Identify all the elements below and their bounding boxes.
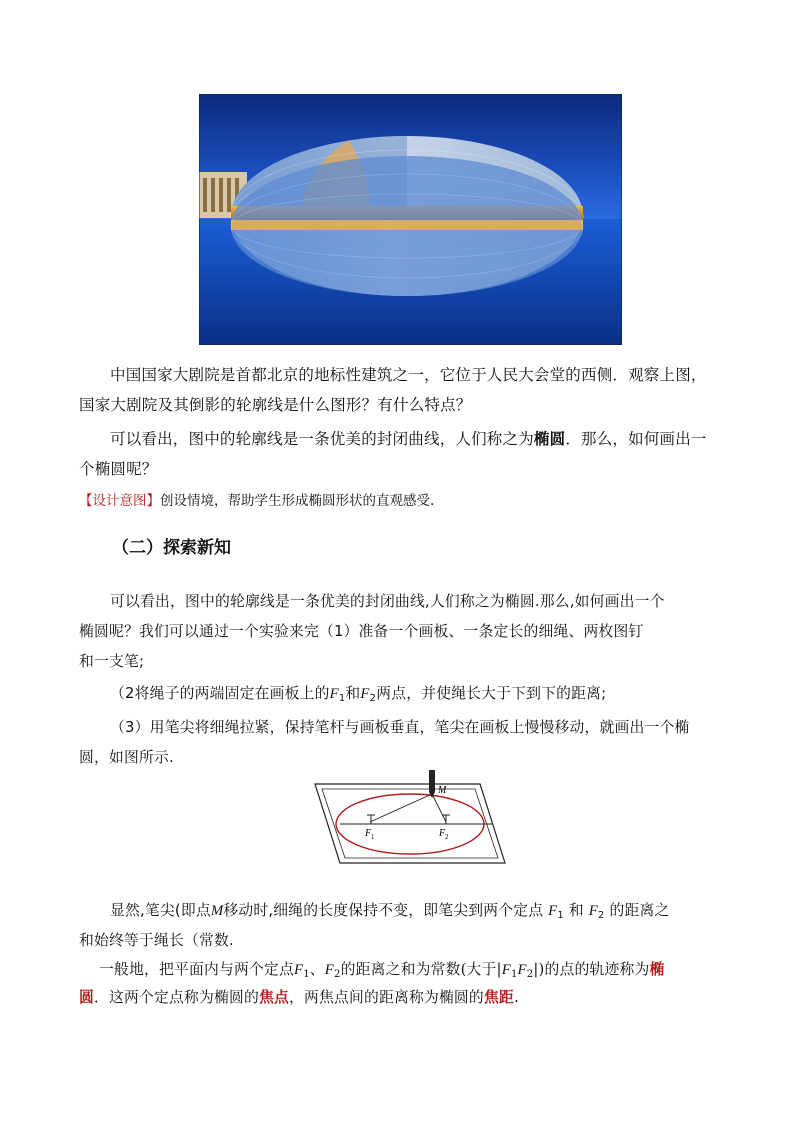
ellipse-term: 椭圆 — [533, 429, 566, 448]
def-text-c: |)的点的轨迹称为 — [533, 961, 650, 978]
definition-line-2 — [79, 984, 729, 1012]
design-intent-text: 创设情境，帮助学生形成椭圆形状的直观感受. — [160, 493, 435, 509]
def-abs-f2: F — [517, 962, 527, 978]
explore-step-3-cont: 圆，如图所示. — [79, 749, 174, 766]
step-2-and: 和 — [345, 685, 361, 702]
def-term-ellipse-2: 圆 — [79, 989, 94, 1006]
conclusion-f1: F — [548, 903, 558, 919]
intro-text-end: ．那么，如何画出一 — [565, 430, 707, 448]
intro-paragraph-2 — [79, 424, 719, 484]
def-abs-f1: F — [501, 962, 511, 978]
def-sep: 、 — [309, 961, 325, 978]
opera-house-photo — [199, 94, 622, 345]
opera-house-image — [199, 94, 622, 345]
ellipse-figure-svg — [312, 768, 508, 868]
definition-paragraph — [79, 956, 729, 1012]
def-f2-sub: 2 — [334, 969, 341, 980]
step-2-end: 两点，并使绳长大于下到下的距离; — [376, 685, 607, 702]
explore-line-3: 和一支笔; — [79, 653, 145, 670]
explore-line-2: 椭圆呢？我们可以通过一个实验来完（1）准备一个画板、一条定长的细绳、两枚图钉 — [79, 623, 644, 640]
def-term-focus: 焦点 — [258, 989, 289, 1006]
design-intent — [79, 491, 434, 511]
conclusion-f2: F — [588, 903, 599, 919]
def-text-e: ，两焦点间的距离称为椭圆的 — [288, 989, 484, 1006]
conclusion-and: 和 — [568, 902, 584, 919]
step-2-f2: F — [360, 686, 370, 702]
conclusion-paragraph — [79, 896, 719, 956]
label-f2: F — [439, 828, 446, 839]
def-term-focal-distance: 焦距 — [483, 989, 514, 1006]
explore-line-1: 可以看出，图中的轮廓线是一条优美的封闭曲线,人们称之为椭圆.那么,如何画出一个 — [110, 593, 665, 610]
conclusion-text-c: 的距离之 — [609, 902, 670, 919]
def-term-ellipse-1: 椭 — [649, 961, 665, 978]
conclusion-line-2: 和始终等于绳长（常数. — [79, 932, 234, 949]
def-abs-f1-sub: 1 — [510, 969, 518, 980]
step-2-text: （2将绳子的两端固定在画板上的 — [110, 685, 330, 702]
section-heading: （二）探索新知 — [112, 538, 231, 558]
def-abs-f2-sub: 2 — [526, 969, 534, 980]
intro-line-1: 中国国家大剧院是首都北京的地标性建筑之一，它位于人民大会堂的西侧．观察上图， — [110, 366, 707, 384]
pen — [429, 770, 435, 792]
def-text-a: 一般地，把平面内与两个定点 — [99, 961, 294, 978]
conclusion-text-b: 移动时,细绳的长度保持不变，即笔尖到两个定点 — [223, 902, 544, 919]
conclusion-line-1 — [79, 896, 719, 926]
intro-line-2: 国家大剧院及其倒影的轮廓线是什么图形？有什么特点？ — [79, 396, 472, 414]
step-2-f2-sub: 2 — [369, 693, 377, 704]
design-intent-tag: 【设计意图】 — [79, 493, 160, 509]
def-text-b: 的距离之和为常数(大于| — [340, 961, 502, 978]
step-2-f1-sub: 1 — [338, 693, 346, 704]
explore-step-2 — [79, 679, 719, 709]
conclusion-text-a: 显然,笔尖(即点 — [110, 902, 211, 919]
label-f1: F — [365, 828, 372, 839]
def-f1-sub: 1 — [303, 969, 310, 980]
step-2-f1: F — [329, 686, 339, 702]
intro-paragraph-1 — [79, 360, 719, 420]
conclusion-f1-sub: 1 — [557, 910, 564, 921]
def-text-d: ．这两个定点称为椭圆的 — [94, 989, 259, 1006]
label-f1-sub: 1 — [371, 833, 375, 841]
intro-line-3 — [79, 424, 719, 454]
label-m: M — [438, 785, 447, 796]
intro-line-4: 个椭圆呢？ — [79, 460, 158, 478]
label-f2-sub: 2 — [445, 833, 449, 841]
def-f1: F — [293, 962, 304, 978]
conclusion-f2-sub: 2 — [598, 910, 605, 921]
definition-line-1 — [79, 956, 729, 984]
explore-paragraph — [79, 587, 719, 773]
def-text-f: . — [513, 989, 519, 1006]
intro-text: 可以看出，图中的轮廓线是一条优美的封闭曲线，人们称之为 — [110, 430, 534, 448]
ellipse-drawing-figure — [312, 768, 508, 868]
def-f2: F — [324, 962, 335, 978]
conclusion-m: M — [210, 903, 224, 919]
explore-step-3: （3）用笔尖将细绳拉紧，保持笔杆与画板垂直，笔尖在画板上慢慢移动，就画出一个椭 — [110, 719, 690, 736]
